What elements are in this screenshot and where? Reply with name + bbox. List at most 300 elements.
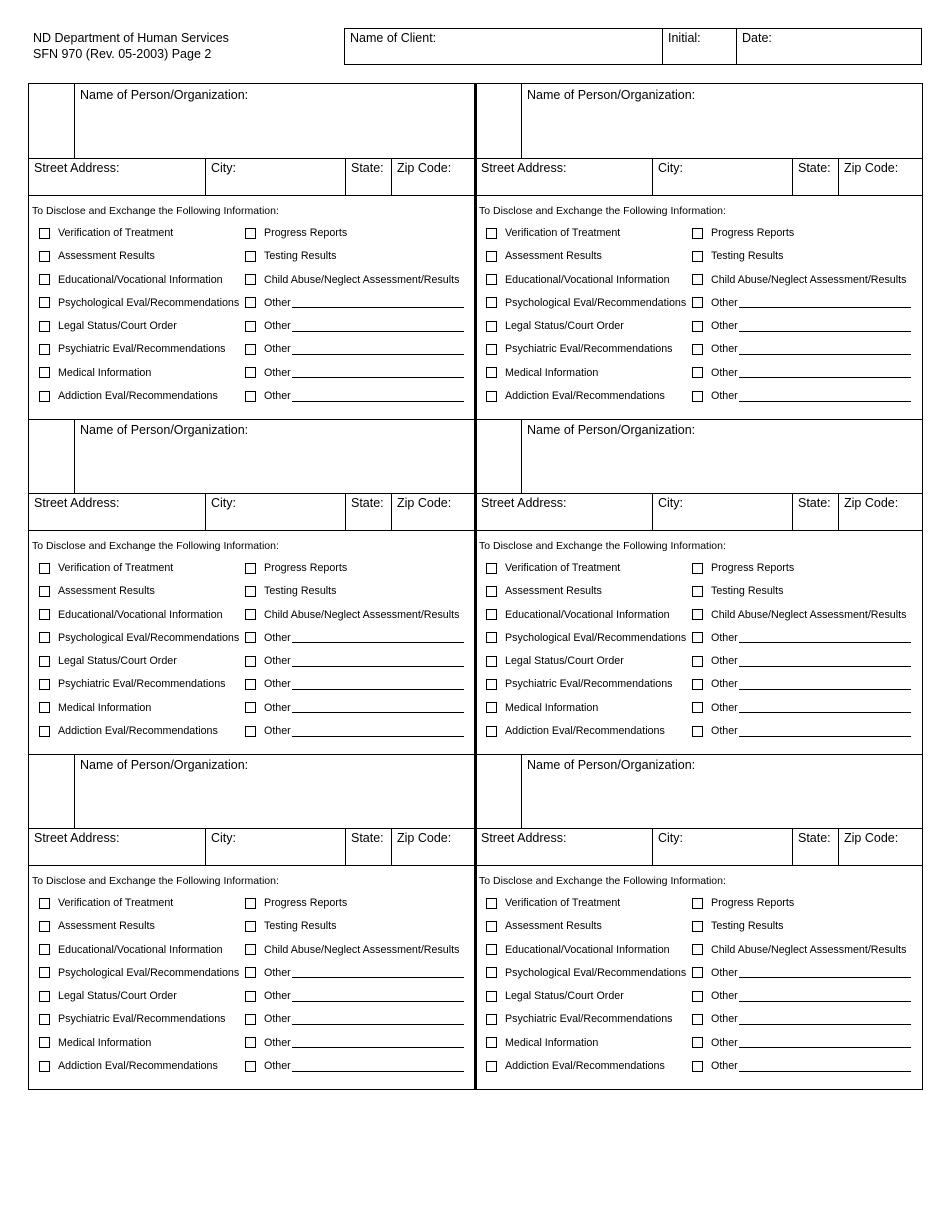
state-field[interactable]	[793, 829, 839, 865]
checkbox-item[interactable]	[486, 702, 598, 714]
city-field[interactable]	[206, 159, 346, 195]
checkbox[interactable]	[245, 702, 256, 713]
checkbox[interactable]	[486, 679, 497, 690]
checkbox[interactable]	[486, 921, 497, 932]
checkbox-label: Child Abuse/Neglect Assessment/Results	[711, 943, 907, 956]
checkbox-item[interactable]	[39, 655, 177, 667]
checkbox-label: Verification of Treatment	[58, 227, 174, 239]
checklist-row	[486, 585, 916, 608]
other-specify-line[interactable]	[292, 367, 464, 378]
checkbox[interactable]	[486, 391, 497, 402]
checkbox[interactable]	[486, 367, 497, 378]
street-address-field[interactable]	[29, 159, 206, 195]
street-address-field[interactable]	[29, 829, 206, 865]
checkbox[interactable]	[245, 656, 256, 667]
checkbox[interactable]	[692, 251, 703, 262]
other-specify-line[interactable]	[739, 367, 911, 378]
checkbox[interactable]	[486, 967, 497, 978]
other-specify-line[interactable]	[292, 702, 464, 713]
entry-number-cell	[476, 84, 522, 158]
checkbox-item[interactable]	[486, 725, 665, 737]
street-address-field[interactable]	[476, 159, 653, 195]
checkbox[interactable]	[486, 297, 497, 308]
checkbox[interactable]	[486, 251, 497, 262]
checkbox-item[interactable]	[486, 632, 686, 644]
other-specify-line[interactable]	[739, 297, 911, 308]
other-specify-line[interactable]	[292, 679, 464, 690]
checklist-row	[486, 632, 916, 655]
other-specify-line[interactable]	[739, 344, 911, 355]
zip-code-label: Zip Code:	[844, 496, 899, 510]
checkbox[interactable]	[486, 228, 497, 239]
checkbox[interactable]	[39, 1014, 50, 1025]
checkbox-item[interactable]	[692, 967, 911, 979]
checkbox-item[interactable]	[486, 562, 620, 574]
checkbox-label: Legal Status/Court Order	[58, 990, 177, 1003]
checkbox-label: Testing Results	[264, 920, 337, 933]
checkbox-item[interactable]	[692, 250, 783, 262]
checkbox-item[interactable]	[692, 367, 911, 379]
checkbox-item[interactable]	[692, 897, 794, 909]
other-specify-line[interactable]	[292, 656, 464, 667]
checkbox[interactable]	[245, 321, 256, 332]
checkbox-item[interactable]	[245, 967, 464, 979]
checklist-row	[486, 297, 916, 320]
checkbox-item[interactable]	[245, 367, 464, 379]
checkbox[interactable]	[39, 391, 50, 402]
checkbox[interactable]	[245, 367, 256, 378]
checkbox-item[interactable]	[39, 702, 151, 714]
checkbox[interactable]	[692, 656, 703, 667]
checkbox-item[interactable]	[692, 274, 906, 286]
checkbox-label: Educational/Vocational Information	[58, 273, 223, 286]
other-specify-line[interactable]	[292, 344, 464, 355]
checkbox-item[interactable]	[486, 967, 686, 979]
checkbox[interactable]	[692, 632, 703, 643]
checkbox-item[interactable]	[39, 632, 239, 644]
checkbox-label: Child Abuse/Neglect Assessment/Results	[264, 273, 460, 286]
checkbox-item[interactable]	[39, 390, 218, 402]
checkbox-label: Assessment Results	[58, 920, 155, 933]
checkbox-item[interactable]	[692, 1013, 911, 1025]
street-address-field[interactable]	[476, 829, 653, 865]
checkbox[interactable]	[245, 898, 256, 909]
checkbox[interactable]	[486, 1014, 497, 1025]
checkbox[interactable]	[692, 321, 703, 332]
checkbox[interactable]	[486, 898, 497, 909]
client-date-field[interactable]	[737, 29, 921, 64]
checkbox[interactable]	[486, 563, 497, 574]
other-specify-line[interactable]	[739, 321, 911, 332]
zip-code-field[interactable]	[392, 494, 475, 530]
checkbox-item[interactable]	[39, 990, 177, 1002]
checkbox-item[interactable]	[486, 990, 624, 1002]
checkbox-item[interactable]	[486, 297, 686, 309]
checkbox-item[interactable]	[486, 250, 602, 262]
checkbox[interactable]	[245, 944, 256, 955]
checkbox-item[interactable]	[245, 562, 347, 574]
checkbox[interactable]	[486, 632, 497, 643]
checkbox[interactable]	[245, 391, 256, 402]
checkbox-item[interactable]	[245, 297, 464, 309]
checkbox-label: Other	[264, 1036, 291, 1049]
form-id: SFN 970 (Rev. 05-2003) Page 2	[33, 47, 212, 61]
other-specify-line[interactable]	[739, 632, 911, 643]
checkbox-item[interactable]	[39, 725, 218, 737]
other-specify-line[interactable]	[292, 391, 464, 402]
checkbox-item[interactable]	[692, 1037, 911, 1049]
checkbox-item[interactable]	[486, 609, 670, 621]
checkbox-item[interactable]	[245, 609, 459, 621]
checkbox[interactable]	[245, 563, 256, 574]
checkbox-label: Progress Reports	[264, 562, 348, 574]
checkbox-label: Legal Status/Court Order	[505, 655, 624, 668]
other-specify-line[interactable]	[739, 391, 911, 402]
checkbox[interactable]	[486, 656, 497, 667]
other-specify-line[interactable]	[292, 321, 464, 332]
checkbox[interactable]	[692, 609, 703, 620]
checkbox-item[interactable]	[486, 585, 602, 597]
checkbox-item[interactable]	[245, 920, 336, 932]
other-specify-line[interactable]	[739, 1014, 911, 1025]
checkbox-item[interactable]	[486, 274, 670, 286]
checkbox[interactable]	[692, 1014, 703, 1025]
checkbox[interactable]	[39, 344, 50, 355]
checkbox-label: Other	[711, 390, 738, 403]
checkbox-item[interactable]	[245, 632, 464, 644]
disclosure-entry	[29, 419, 475, 754]
checkbox[interactable]	[39, 967, 50, 978]
checkbox[interactable]	[245, 1061, 256, 1072]
checkbox-item[interactable]	[692, 920, 783, 932]
checkbox-item[interactable]	[245, 390, 464, 402]
checkbox-item[interactable]	[486, 1013, 673, 1025]
checklist-row	[39, 1060, 469, 1083]
other-specify-line[interactable]	[739, 726, 911, 737]
checkbox-item[interactable]	[39, 250, 155, 262]
checklist-row	[39, 725, 469, 748]
checkbox[interactable]	[692, 344, 703, 355]
zip-code-field[interactable]	[392, 159, 475, 195]
other-specify-line[interactable]	[292, 632, 464, 643]
checkbox-item[interactable]	[692, 632, 911, 644]
checkbox-item[interactable]	[692, 944, 906, 956]
checkbox[interactable]	[486, 1061, 497, 1072]
checkbox-item[interactable]	[39, 367, 151, 379]
other-specify-line[interactable]	[739, 679, 911, 690]
checkbox[interactable]	[692, 297, 703, 308]
checkbox-item[interactable]	[692, 297, 911, 309]
checkbox-item[interactable]	[245, 1060, 464, 1072]
other-specify-line[interactable]	[739, 702, 911, 713]
checkbox-item[interactable]	[39, 227, 173, 239]
checkbox-label: Educational/Vocational Information	[58, 943, 223, 956]
other-specify-line[interactable]	[292, 967, 464, 978]
checklist-row	[39, 678, 469, 701]
checkbox-item[interactable]	[692, 1060, 911, 1072]
checkbox-item[interactable]	[486, 944, 670, 956]
checkbox[interactable]	[39, 991, 50, 1002]
checkbox[interactable]	[39, 656, 50, 667]
checkbox[interactable]	[692, 967, 703, 978]
checkbox[interactable]	[39, 702, 50, 713]
checkbox-label: Verification of Treatment	[58, 562, 174, 574]
checkbox[interactable]	[692, 944, 703, 955]
checkbox-item[interactable]	[486, 390, 665, 402]
checklist-row	[486, 897, 916, 920]
checkbox[interactable]	[692, 563, 703, 574]
department-name: ND Department of Human Services	[33, 31, 229, 45]
zip-code-field[interactable]	[839, 829, 922, 865]
zip-code-field[interactable]	[839, 159, 922, 195]
checkbox[interactable]	[692, 726, 703, 737]
checkbox-item[interactable]	[692, 990, 911, 1002]
checkbox[interactable]	[486, 1037, 497, 1048]
name-label: Name of Person/Organization:	[80, 758, 249, 772]
checkbox[interactable]	[39, 563, 50, 574]
state-field[interactable]	[346, 829, 392, 865]
checkbox[interactable]	[39, 251, 50, 262]
checkbox-item[interactable]	[692, 390, 911, 402]
street-address-field[interactable]	[476, 494, 653, 530]
checkbox-item[interactable]	[692, 609, 906, 621]
checkbox[interactable]	[245, 1014, 256, 1025]
checkbox-item[interactable]	[245, 655, 464, 667]
street-address-field[interactable]	[29, 494, 206, 530]
checkbox[interactable]	[245, 344, 256, 355]
checkbox[interactable]	[39, 586, 50, 597]
checkbox-label: Other	[711, 343, 738, 356]
checkbox-item[interactable]	[692, 725, 911, 737]
city-field[interactable]	[653, 494, 793, 530]
checkbox-item[interactable]	[39, 920, 155, 932]
checkbox[interactable]	[39, 921, 50, 932]
checkbox-item[interactable]	[486, 655, 624, 667]
other-specify-line[interactable]	[292, 1014, 464, 1025]
checkbox-item[interactable]	[39, 1060, 218, 1072]
checkbox-label: Educational/Vocational Information	[505, 943, 670, 956]
checkbox[interactable]	[245, 274, 256, 285]
checkbox[interactable]	[692, 391, 703, 402]
checkbox-item[interactable]	[692, 343, 911, 355]
checklist-row	[39, 227, 469, 250]
checkbox[interactable]	[692, 1061, 703, 1072]
checkbox[interactable]	[39, 1037, 50, 1048]
other-specify-line[interactable]	[292, 991, 464, 1002]
checkbox[interactable]	[245, 1037, 256, 1048]
other-specify-line[interactable]	[739, 1061, 911, 1072]
checkbox-label: Legal Status/Court Order	[58, 320, 177, 333]
checkbox-item[interactable]	[486, 920, 602, 932]
checkbox[interactable]	[692, 921, 703, 932]
checkbox-label: Medical Information	[58, 366, 152, 379]
checkbox-item[interactable]	[245, 585, 336, 597]
checkbox-item[interactable]	[245, 320, 464, 332]
checkbox-item[interactable]	[245, 250, 336, 262]
checkbox[interactable]	[692, 586, 703, 597]
checkbox[interactable]	[245, 632, 256, 643]
client-name-field[interactable]	[345, 29, 663, 64]
state-label: State:	[798, 831, 831, 845]
checkbox-label: Progress Reports	[711, 227, 795, 239]
checkbox[interactable]	[39, 632, 50, 643]
checkbox-item[interactable]	[245, 944, 459, 956]
checkbox-label: Testing Results	[264, 585, 337, 598]
checkbox[interactable]	[692, 991, 703, 1002]
checkbox-label: Verification of Treatment	[58, 897, 174, 909]
checkbox-label: Progress Reports	[711, 562, 795, 574]
checkbox-item[interactable]	[39, 562, 173, 574]
zip-code-label: Zip Code:	[397, 496, 452, 510]
other-specify-line[interactable]	[292, 297, 464, 308]
state-label: State:	[798, 496, 831, 510]
checkbox-item[interactable]	[39, 585, 155, 597]
checkbox[interactable]	[245, 679, 256, 690]
checkbox-item[interactable]	[245, 897, 347, 909]
checkbox-item[interactable]	[692, 655, 911, 667]
checkbox[interactable]	[486, 991, 497, 1002]
checkbox[interactable]	[245, 251, 256, 262]
checkbox[interactable]	[692, 702, 703, 713]
checkbox-item[interactable]	[486, 1060, 665, 1072]
checkbox-item[interactable]	[39, 343, 226, 355]
checkbox-label: Legal Status/Court Order	[505, 320, 624, 333]
checkbox[interactable]	[486, 321, 497, 332]
checkbox[interactable]	[39, 1061, 50, 1072]
checkbox-label: Progress Reports	[264, 227, 348, 239]
checkbox[interactable]	[692, 274, 703, 285]
checkbox-item[interactable]	[39, 609, 223, 621]
state-field[interactable]	[793, 159, 839, 195]
info-checklist	[486, 562, 916, 748]
checkbox-item[interactable]	[245, 1013, 464, 1025]
checkbox-item[interactable]	[692, 320, 911, 332]
checkbox[interactable]	[39, 321, 50, 332]
checkbox[interactable]	[692, 228, 703, 239]
entry-number-cell	[29, 84, 75, 158]
checkbox[interactable]	[692, 679, 703, 690]
checkbox[interactable]	[39, 609, 50, 620]
checkbox-item[interactable]	[692, 562, 794, 574]
checkbox-item[interactable]	[692, 227, 794, 239]
checkbox[interactable]	[245, 726, 256, 737]
other-specify-line[interactable]	[739, 967, 911, 978]
disclosure-entry	[29, 84, 475, 419]
checkbox[interactable]	[39, 297, 50, 308]
checkbox[interactable]	[245, 297, 256, 308]
checkbox-label: Testing Results	[711, 585, 784, 598]
client-initial-field[interactable]	[663, 29, 737, 64]
city-field[interactable]	[206, 829, 346, 865]
checkbox-item[interactable]	[486, 343, 673, 355]
city-field[interactable]	[206, 494, 346, 530]
state-field[interactable]	[793, 494, 839, 530]
checkbox[interactable]	[692, 1037, 703, 1048]
checkbox-item[interactable]	[486, 678, 673, 690]
checkbox-item[interactable]	[245, 1037, 464, 1049]
checkbox-item[interactable]	[245, 274, 459, 286]
checkbox-item[interactable]	[39, 944, 223, 956]
checkbox-item[interactable]	[245, 702, 464, 714]
checkbox[interactable]	[486, 702, 497, 713]
state-field[interactable]	[346, 159, 392, 195]
checkbox-item[interactable]	[245, 343, 464, 355]
checkbox-label: Other	[711, 1036, 738, 1049]
checkbox-item[interactable]	[486, 367, 598, 379]
checkbox[interactable]	[39, 898, 50, 909]
checkbox[interactable]	[39, 367, 50, 378]
checkbox[interactable]	[39, 679, 50, 690]
checklist-row	[486, 655, 916, 678]
checkbox-item[interactable]	[692, 702, 911, 714]
checkbox[interactable]	[692, 367, 703, 378]
other-specify-line[interactable]	[739, 656, 911, 667]
checkbox[interactable]	[692, 898, 703, 909]
checklist-row	[486, 725, 916, 748]
other-specify-line[interactable]	[292, 726, 464, 737]
checkbox[interactable]	[486, 586, 497, 597]
entry-separator	[29, 419, 922, 420]
checkbox[interactable]	[486, 726, 497, 737]
zip-code-field[interactable]	[392, 829, 475, 865]
checkbox-label: Other	[711, 296, 738, 309]
checkbox[interactable]	[245, 228, 256, 239]
checkbox-item[interactable]	[39, 320, 177, 332]
checkbox-item[interactable]	[39, 1013, 226, 1025]
checkbox[interactable]	[486, 344, 497, 355]
checkbox[interactable]	[39, 944, 50, 955]
checkbox-item[interactable]	[39, 678, 226, 690]
checkbox[interactable]	[39, 726, 50, 737]
address-row	[476, 829, 923, 866]
checkbox-item[interactable]	[692, 585, 783, 597]
checkbox-item[interactable]	[486, 897, 620, 909]
checkbox-item[interactable]	[486, 1037, 598, 1049]
checkbox-item[interactable]	[245, 227, 347, 239]
other-specify-line[interactable]	[292, 1061, 464, 1072]
checkbox-item[interactable]	[245, 725, 464, 737]
checkbox[interactable]	[486, 609, 497, 620]
checkbox-item[interactable]	[39, 1037, 151, 1049]
other-specify-line[interactable]	[739, 1037, 911, 1048]
checkbox-item[interactable]	[486, 320, 624, 332]
checkbox[interactable]	[245, 609, 256, 620]
checkbox[interactable]	[39, 228, 50, 239]
checkbox-item[interactable]	[39, 274, 223, 286]
other-specify-line[interactable]	[292, 1037, 464, 1048]
checkbox-item[interactable]	[486, 227, 620, 239]
checkbox[interactable]	[245, 991, 256, 1002]
city-field[interactable]	[653, 829, 793, 865]
checkbox-item[interactable]	[39, 967, 239, 979]
checkbox[interactable]	[245, 967, 256, 978]
checkbox[interactable]	[39, 274, 50, 285]
state-field[interactable]	[346, 494, 392, 530]
zip-code-field[interactable]	[839, 494, 922, 530]
checkbox[interactable]	[486, 274, 497, 285]
checkbox-item[interactable]	[39, 297, 239, 309]
checkbox[interactable]	[245, 921, 256, 932]
checkbox[interactable]	[245, 586, 256, 597]
checkbox-item[interactable]	[245, 990, 464, 1002]
checkbox[interactable]	[486, 944, 497, 955]
disclose-heading: To Disclose and Exchange the Following Information:	[32, 540, 279, 552]
checkbox-item[interactable]	[692, 678, 911, 690]
checkbox-item[interactable]	[245, 678, 464, 690]
other-specify-line[interactable]	[739, 991, 911, 1002]
city-field[interactable]	[653, 159, 793, 195]
checkbox-item[interactable]	[39, 897, 173, 909]
